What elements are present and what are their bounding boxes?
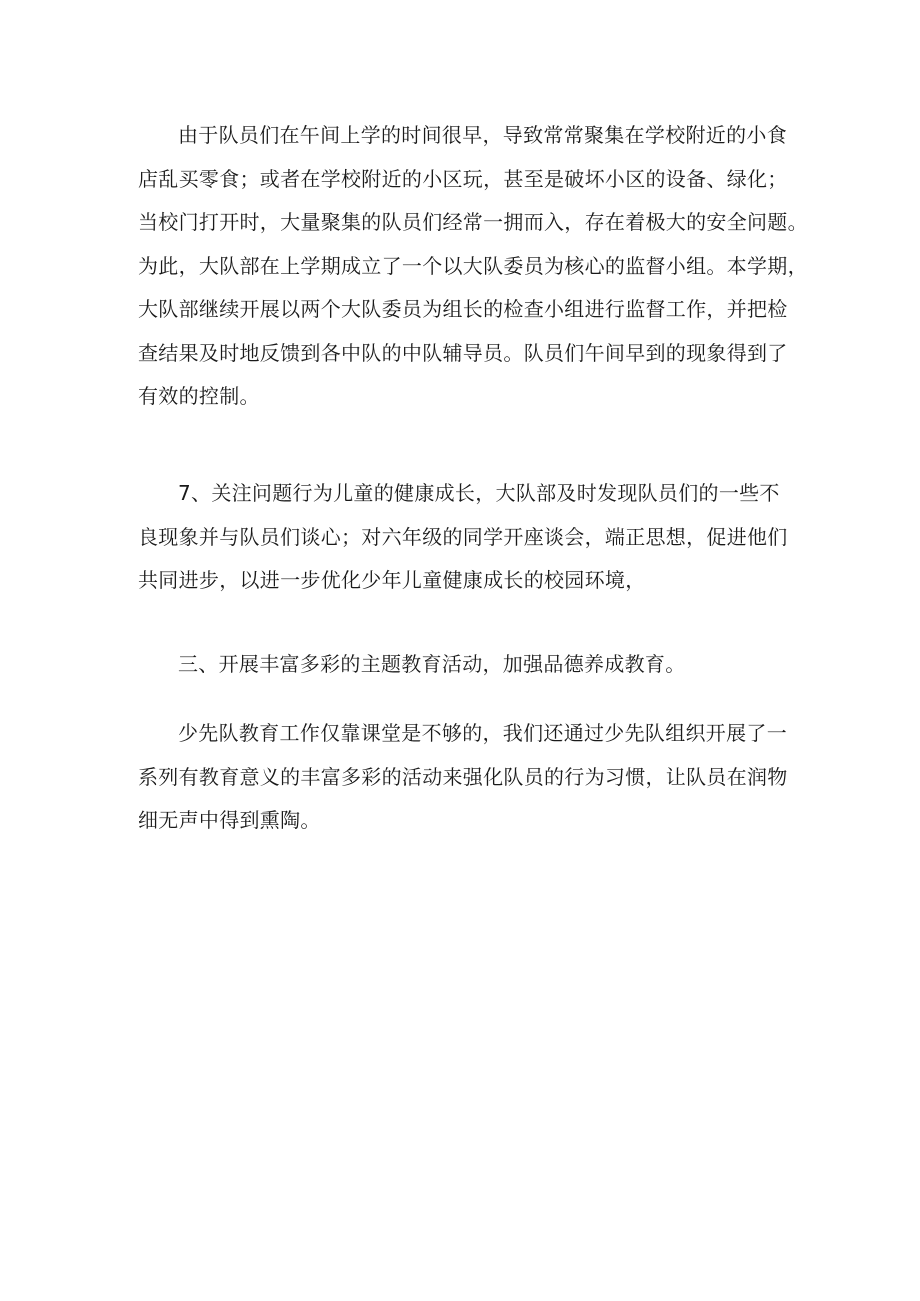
text-line: 查结果及时地反馈到各中队的中队辅导员。队员们午间早到的现象得到了	[138, 340, 788, 365]
text-line: 7、关注问题行为儿童的健康成长，大队部及时发现队员们的一些不	[178, 481, 780, 505]
text-line: 当校门打开时，大量聚集的队员们经常一拥而入，存在着极大的安全问题。	[138, 210, 808, 234]
text-line: 少先队教育工作仅靠课堂是不够的，我们还通过少先队组织开展了一	[178, 721, 787, 745]
section-heading: 三、开展丰富多彩的主题教育活动，加强品德养成教育。	[178, 652, 686, 676]
text-line: 良现象并与队员们谈心；对六年级的同学开座谈会，端正思想，促进他们	[138, 524, 788, 549]
paragraph-activities	[138, 712, 788, 843]
text-line: 为此，大队部在上学期成立了一个以大队委员为核心的监督小组。本学期，	[138, 253, 808, 278]
text-line: 有效的控制。	[138, 384, 260, 408]
section-heading-three	[138, 643, 788, 687]
text-line: 由于队员们在午间上学的时间很早，导致常常聚集在学校附近的小食	[178, 123, 787, 147]
text-line: 细无声中得到熏陶。	[138, 808, 321, 832]
text-line: 店乱买零食；或者在学校附近的小区玩，甚至是破坏小区的设备、绿化；	[138, 166, 788, 191]
paragraph-lunch-supervision	[138, 114, 808, 419]
text-line: 系列有教育意义的丰富多彩的活动来强化队员的行为习惯，让队员在润物	[138, 764, 788, 789]
paragraph-item-7	[138, 472, 788, 603]
text-line: 大队部继续开展以两个大队委员为组长的检查小组进行监督工作，并把检	[138, 297, 788, 321]
text-line: 共同进步，以进一步优化少年儿童健康成长的校园环境，	[138, 568, 646, 592]
